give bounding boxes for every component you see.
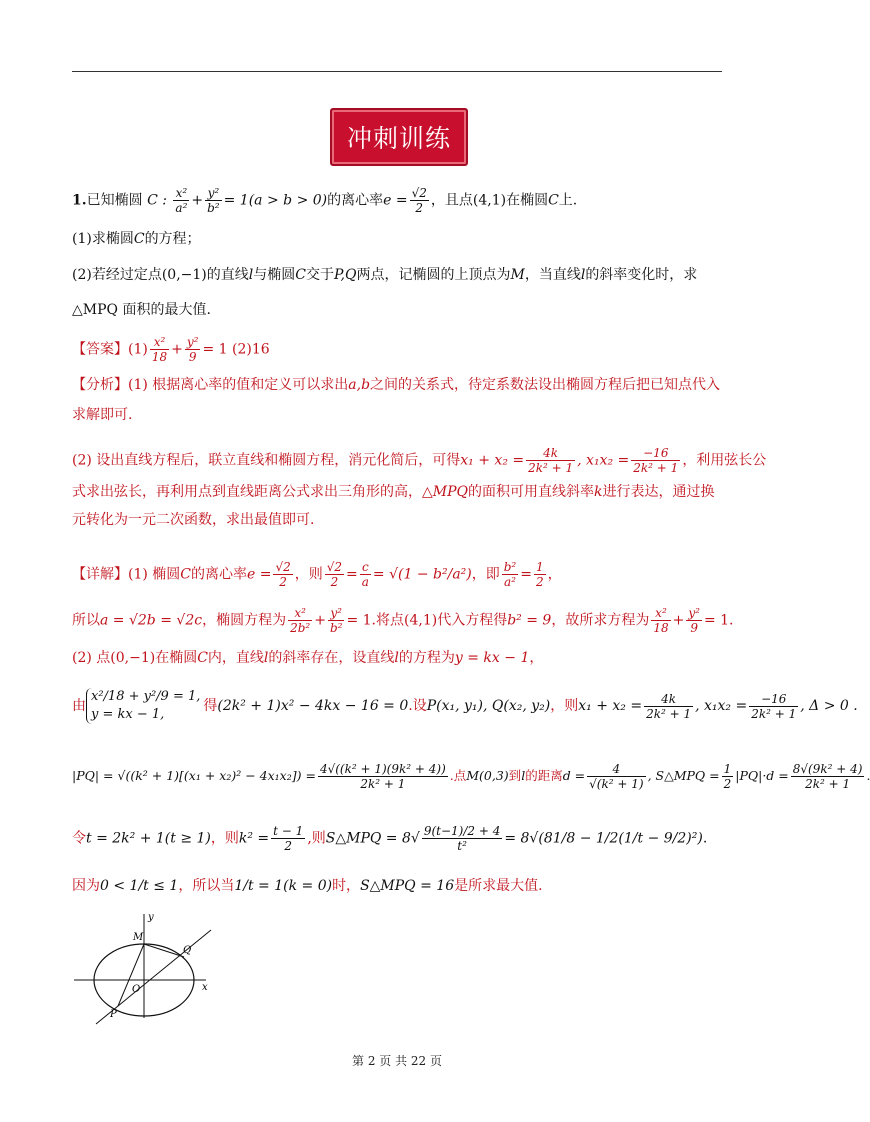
fraction: $\frac{1}{2}$ bbox=[723, 762, 732, 791]
fraction: $\frac{9(t-1)/2 + 4}{\text{t²}}$ bbox=[423, 824, 501, 853]
math: b² = 9 bbox=[507, 612, 552, 629]
label-q: Q bbox=[183, 945, 192, 956]
detail-label: 【详解】 bbox=[72, 566, 128, 583]
fraction: $\frac{c}{a}$ bbox=[361, 560, 369, 589]
fraction: $\frac{-16}{\text{2k² + 1}}$ bbox=[633, 446, 679, 475]
text: 的离心率 bbox=[191, 566, 247, 583]
fraction: $\frac{\text{x²}}{\text{a²}}$ bbox=[175, 186, 188, 215]
segment-mq bbox=[144, 944, 184, 957]
problem-q2-line2: △MPQ 面积的最大值. bbox=[72, 302, 211, 318]
text: 的距离 bbox=[525, 768, 563, 783]
text: ，故所求方程为 bbox=[551, 612, 650, 629]
label-y: y bbox=[148, 912, 154, 923]
fraction: $\frac{√2}{2}$ bbox=[275, 560, 291, 589]
text: 与椭圆 bbox=[253, 267, 296, 283]
math: M(0,3) bbox=[466, 768, 509, 783]
text: ，当直线 bbox=[524, 267, 581, 283]
text: (1) bbox=[128, 341, 148, 358]
math: l bbox=[248, 267, 254, 283]
math: y = kx − 1 bbox=[454, 650, 530, 666]
math: = bbox=[346, 566, 358, 583]
math: , Δ > 0 . bbox=[800, 698, 858, 714]
text: ，即 bbox=[471, 566, 500, 583]
analysis-line-5: 元转化为一元二次函数，求出最值即可. bbox=[72, 512, 315, 528]
text: 式求出弦长，再利用点到直线距离公式求出三角形的高， bbox=[72, 484, 422, 500]
fraction: $\frac{\text{y²}}{\text{b²}}$ bbox=[207, 186, 220, 215]
text: 所以 bbox=[72, 612, 100, 629]
text: 的直线 bbox=[206, 267, 249, 283]
fraction: $\frac{4}{\text{√(k² + 1)}}$ bbox=[589, 762, 644, 791]
text: ，且点 bbox=[430, 192, 473, 209]
text: 令 bbox=[72, 830, 86, 847]
text: ，则 bbox=[210, 830, 239, 847]
text: ，利用弦长公 bbox=[682, 452, 767, 469]
problem-q1 bbox=[72, 229, 201, 249]
analysis-line-2: 求解即可. bbox=[72, 407, 133, 423]
math: l bbox=[521, 768, 526, 783]
fraction: $\frac{√2}{2}$ bbox=[326, 560, 343, 589]
math: , x₁x₂ = bbox=[695, 698, 748, 714]
math: k² = bbox=[238, 830, 270, 847]
detail-line-7 bbox=[72, 876, 543, 896]
text: (1) 根据离心率的值和定义可以求出 bbox=[128, 377, 349, 393]
analysis-label: 【分析】 bbox=[72, 377, 128, 393]
math: . bbox=[702, 830, 708, 847]
text: = 1.将点 bbox=[346, 612, 404, 629]
math: C bbox=[548, 192, 559, 209]
math: M bbox=[510, 267, 525, 283]
text: (2)若经过定点 bbox=[72, 267, 162, 283]
segment-mp bbox=[118, 944, 144, 1006]
detail-line-4 bbox=[72, 688, 858, 724]
math: 0 < 1/t ≤ 1 bbox=[100, 878, 179, 894]
detail-line-5 bbox=[72, 762, 870, 791]
text: (2) 点 bbox=[72, 650, 111, 666]
analysis-line-1 bbox=[72, 375, 720, 395]
math: S△MPQ = 16 bbox=[360, 878, 455, 894]
text: 到 bbox=[508, 768, 522, 783]
text: ， bbox=[547, 566, 562, 583]
detail-line-1 bbox=[72, 560, 562, 589]
math: C bbox=[133, 231, 145, 247]
text: 的离心率 bbox=[327, 192, 384, 209]
text: 的方程为 bbox=[398, 650, 455, 666]
problem-q2 bbox=[72, 265, 697, 285]
text: (1) 椭圆 bbox=[128, 566, 181, 583]
text: 之间的关系式，待定系数法设出椭圆方程后把已知点代入 bbox=[370, 377, 721, 393]
text: 内，直线 bbox=[207, 650, 264, 666]
fraction: $\frac{\text{x²}}{\text{2b²}}$ bbox=[290, 606, 311, 635]
text: 的斜率变化时，求 bbox=[585, 267, 698, 283]
math: , x₁x₂ = bbox=[577, 452, 630, 469]
fraction: $\frac{\text{8√(9k² + 4)}}{\text{2k² + 1}}$ bbox=[792, 762, 863, 791]
math: l bbox=[394, 650, 399, 666]
detail-line-3 bbox=[72, 648, 543, 668]
math: P,Q bbox=[333, 267, 357, 283]
math: C bbox=[295, 267, 306, 283]
text: 因为 bbox=[72, 878, 100, 894]
text: 的方程； bbox=[144, 231, 201, 247]
header-rule bbox=[72, 71, 722, 72]
math: = bbox=[520, 566, 532, 583]
fraction: $\frac{4k}{\text{2k² + 1}}$ bbox=[646, 691, 692, 721]
math: (2k² + 1)x² − 4kx − 16 = 0 bbox=[217, 698, 409, 714]
math: (0,−1) bbox=[161, 267, 207, 283]
fraction: $\frac{\text{y²}}{9}$ bbox=[186, 335, 199, 364]
answer-line: 【答案】(1) $\frac{\text{x²}}{18}$ + $\frac{\text{y²}}{9}$ = 1 (2)16 bbox=[72, 335, 270, 364]
fraction: $\frac{\text{b²}}{\text{a²}}$ bbox=[503, 560, 517, 589]
math: (4,1) bbox=[472, 192, 507, 209]
text: 是所求最大值. bbox=[454, 878, 543, 894]
math: t = 2k² + 1(t ≥ 1) bbox=[86, 830, 211, 847]
math: x₁ + x₂ = bbox=[578, 698, 643, 714]
text: 上. bbox=[558, 192, 578, 209]
analysis-line-4 bbox=[72, 482, 714, 502]
text: 进行表达，通过换 bbox=[602, 484, 715, 500]
analysis-line-3 bbox=[72, 446, 766, 475]
page-footer: 第 2 页 共 22 页 bbox=[352, 1054, 442, 1068]
text: = 1. bbox=[703, 612, 734, 629]
problem-number: 1. bbox=[72, 192, 87, 209]
text: 由 bbox=[72, 698, 86, 714]
fraction: $\frac{1}{2}$ bbox=[535, 560, 544, 589]
text: 交于 bbox=[305, 267, 334, 283]
text: 两点，记椭圆的上顶点为 bbox=[356, 267, 511, 283]
label-o: O bbox=[132, 984, 141, 995]
fraction: $\frac{\text{4√((k² + 1)(9k² + 4))}}{\text{2k² + 1}}$ bbox=[319, 762, 446, 791]
equation-system: x²/18 + y²/9 = 1, y = kx − 1, bbox=[86, 688, 200, 724]
text: .设 bbox=[408, 698, 427, 714]
math: P(x₁, y₁), Q(x₂, y₂) bbox=[426, 698, 551, 714]
problem-line-1: 1.已知椭圆 C : $\frac{\text{x²}}{\text{a²}}$ + $\frac{\text{y²}}{\text{b²}}$ = 1(a > b > 0)的离心率e = $\frac{√2}{2}$ ，且点(4,1)在椭圆C上. bbox=[72, 186, 578, 215]
text: 在椭圆 bbox=[506, 192, 549, 209]
text: 得 bbox=[203, 698, 218, 714]
fraction: $\frac{\text{x²}}{18}$ bbox=[151, 335, 168, 364]
text: 的斜率存在，设直线 bbox=[268, 650, 395, 666]
text: 时， bbox=[332, 878, 361, 894]
math: d = bbox=[562, 768, 586, 783]
fraction: $\frac{t - 1}{2}$ bbox=[273, 824, 304, 853]
text: ， bbox=[529, 650, 544, 666]
math: a = √2b = √2c bbox=[100, 612, 203, 629]
math: x₁ + x₂ = bbox=[460, 452, 525, 469]
math: l bbox=[580, 267, 586, 283]
math: (0,−1) bbox=[110, 650, 156, 666]
math: = 8√(81/8 − 1/2(1/t − 9/2)²) bbox=[504, 830, 703, 847]
text: ，则 bbox=[550, 698, 579, 714]
banner-title: 冲刺训练 bbox=[346, 124, 451, 153]
detail-line-6 bbox=[72, 824, 707, 853]
text: 的面积可用直线斜率 bbox=[468, 484, 594, 500]
math: e = bbox=[247, 566, 272, 583]
text: 在椭圆 bbox=[155, 650, 198, 666]
text: 代入方程得 bbox=[437, 612, 508, 629]
math: S△MPQ = 8√ bbox=[325, 830, 420, 847]
fraction: $\frac{4k}{\text{2k² + 1}}$ bbox=[528, 446, 574, 475]
fraction: $\frac{-16}{\text{2k² + 1}}$ bbox=[751, 691, 797, 721]
fraction: $\frac{\text{y²}}{\text{b²}}$ bbox=[329, 606, 343, 635]
section-banner bbox=[330, 108, 468, 166]
text: 已知椭圆 bbox=[86, 192, 143, 209]
label-m: M bbox=[133, 932, 144, 943]
math: |PQ|·d = bbox=[735, 768, 789, 783]
math bbox=[866, 768, 870, 783]
text: (1)求椭圆 bbox=[72, 231, 134, 247]
detail-line-2: 所以a = √2b = √2c，椭圆方程为 $\frac{\text{x²}}{\text{2b²}}$ + $\frac{\text{y²}}{\text{b²}}$ = 1.将点(4,1)代入方程得b² = 9，故所求方程为 $\frac{\text{x²}}{18}$ + $\frac{\text{y²}}{9}$ = 1. bbox=[72, 606, 734, 635]
label-p: P bbox=[110, 1009, 117, 1020]
fraction: $\frac{√2}{2}$ bbox=[411, 186, 427, 215]
text: (2) 设出直线方程后，联立直线和椭圆方程，消元化简后，可得 bbox=[72, 452, 461, 469]
text: ，则 bbox=[294, 566, 323, 583]
math: (4,1) bbox=[404, 612, 438, 629]
math: a,b bbox=[348, 377, 371, 393]
math: = √(1 − b²/a²) bbox=[372, 566, 472, 583]
fraction: $\frac{\text{y²}}{9}$ bbox=[688, 606, 700, 635]
fraction: $\frac{\text{x²}}{18}$ bbox=[653, 606, 669, 635]
math: l bbox=[263, 650, 269, 666]
text: .点 bbox=[449, 768, 467, 783]
label-x: x bbox=[202, 982, 208, 993]
ellipse-diagram bbox=[66, 910, 216, 1020]
math: 1/t = 1(k = 0) bbox=[234, 878, 333, 894]
math: k bbox=[594, 484, 603, 500]
math: C bbox=[180, 566, 191, 583]
answer-label: 【答案】 bbox=[72, 341, 128, 358]
math: |PQ| = √((k² + 1)[(x₁ + x₂)² − 4x₁x₂]) = bbox=[72, 768, 316, 783]
text: = 1 (2)16 bbox=[202, 341, 270, 358]
math: C bbox=[197, 650, 208, 666]
text: ，椭圆方程为 bbox=[202, 612, 287, 629]
math: , S△MPQ = bbox=[647, 768, 720, 783]
math: △MPQ bbox=[422, 484, 468, 500]
text: ，所以当 bbox=[178, 878, 235, 894]
text: ,则 bbox=[307, 830, 326, 847]
